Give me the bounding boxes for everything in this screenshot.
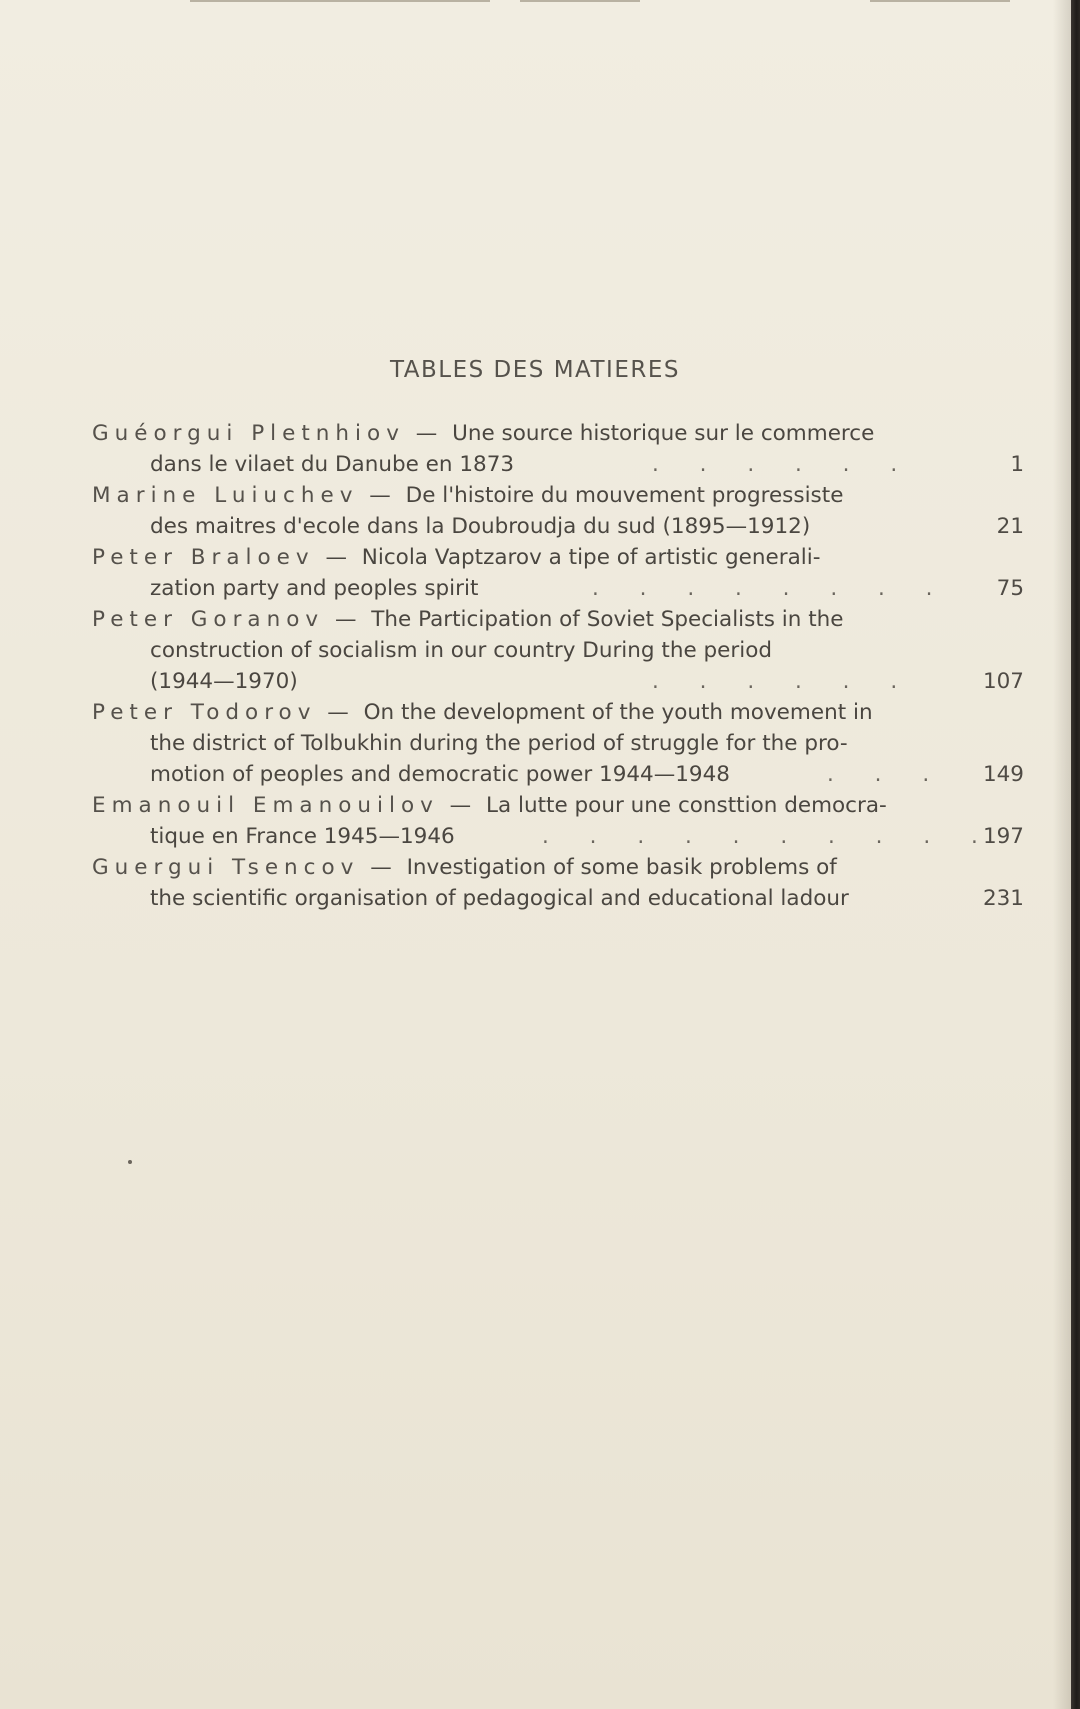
top-rule [190, 0, 490, 2]
toc-entry [92, 418, 1024, 480]
page-edge [1071, 0, 1080, 1709]
leader-dots: . . . [827, 762, 947, 787]
entry-author: Marine Luiuchev [92, 483, 359, 508]
leader-dots: . . . . . . [652, 452, 915, 477]
entry-page-number: 107 [982, 669, 1024, 694]
leader-dots: . . . . . . [652, 669, 915, 694]
toc-entry [92, 480, 1024, 542]
leader-dots: . . . . . . . . [592, 576, 950, 601]
entry-dash: — [334, 607, 357, 632]
entry-title-line: construction of socialism in our country During the period [150, 638, 772, 663]
entry-page-number: 197 [982, 824, 1024, 849]
entry-title-line: The Participation of Soviet Specialists in the [371, 607, 844, 632]
entry-author: Peter Goranov [92, 607, 325, 632]
entry-title-line: Une source historique sur le commerce [452, 421, 875, 446]
entry-title-line: the scientific organisation of pedagogical and educational ladour [150, 886, 849, 911]
toc-entry [92, 542, 1024, 604]
page-edge-shadow [1053, 0, 1071, 1709]
entry-dash: — [327, 700, 349, 725]
entry-page-number: 21 [996, 514, 1024, 539]
entry-title-line: the district of Tolbukhin during the period of struggle for the pro- [150, 731, 848, 756]
toc-entry [92, 604, 1024, 697]
toc-entry [92, 790, 1024, 852]
entry-dash: — [370, 855, 392, 880]
toc-entry [92, 852, 1024, 914]
page-title: TABLES DES MATIERES [390, 357, 680, 383]
entry-dash: — [325, 545, 347, 570]
toc-entry [92, 697, 1024, 790]
top-rule [520, 0, 640, 2]
entry-title-line: (1944—1970) [150, 669, 298, 694]
entry-page-number: 149 [982, 762, 1024, 787]
entry-author: Emanouil Emanouilov [92, 793, 439, 818]
entry-dash: — [415, 421, 438, 446]
paper-speck [128, 1160, 132, 1164]
entry-title-line: De l'histoire du mouvement progressiste [405, 483, 844, 508]
entry-page-number: 75 [996, 576, 1024, 601]
entry-title-line: Nicola Vaptzarov a tipe of artistic generali- [361, 545, 821, 570]
entry-page-number: 231 [982, 886, 1024, 911]
entry-title-line: motion of peoples and democratic power 1944—1948 [150, 762, 730, 787]
entry-title-line: tique en France 1945—1946 [150, 824, 455, 849]
table-of-contents [92, 418, 1024, 914]
entry-title-line: Investigation of some basik problems of [406, 855, 837, 880]
entry-page-number: 1 [1010, 452, 1024, 477]
leader-dots: . . . . . . . . . . [542, 824, 995, 849]
entry-author: Guergui Tsencov [92, 855, 360, 880]
entry-title-line: On the development of the youth movement in [363, 700, 873, 725]
entry-title-line: La lutte pour une consttion democra- [486, 793, 887, 818]
entry-title-line: dans le vilaet du Danube en 1873 [150, 452, 515, 477]
entry-author: Peter Todorov [92, 700, 317, 725]
top-rule [870, 0, 1010, 2]
entry-dash: — [449, 793, 472, 818]
entry-author: Guéorgui Pletnhiov [92, 421, 405, 446]
entry-author: Peter Braloev [92, 545, 315, 570]
entry-dash: — [369, 483, 391, 508]
entry-title-line: des maitres d'ecole dans la Doubroudja du sud (1895—1912) [150, 514, 811, 539]
entry-title-line: zation party and peoples spirit [150, 576, 479, 601]
